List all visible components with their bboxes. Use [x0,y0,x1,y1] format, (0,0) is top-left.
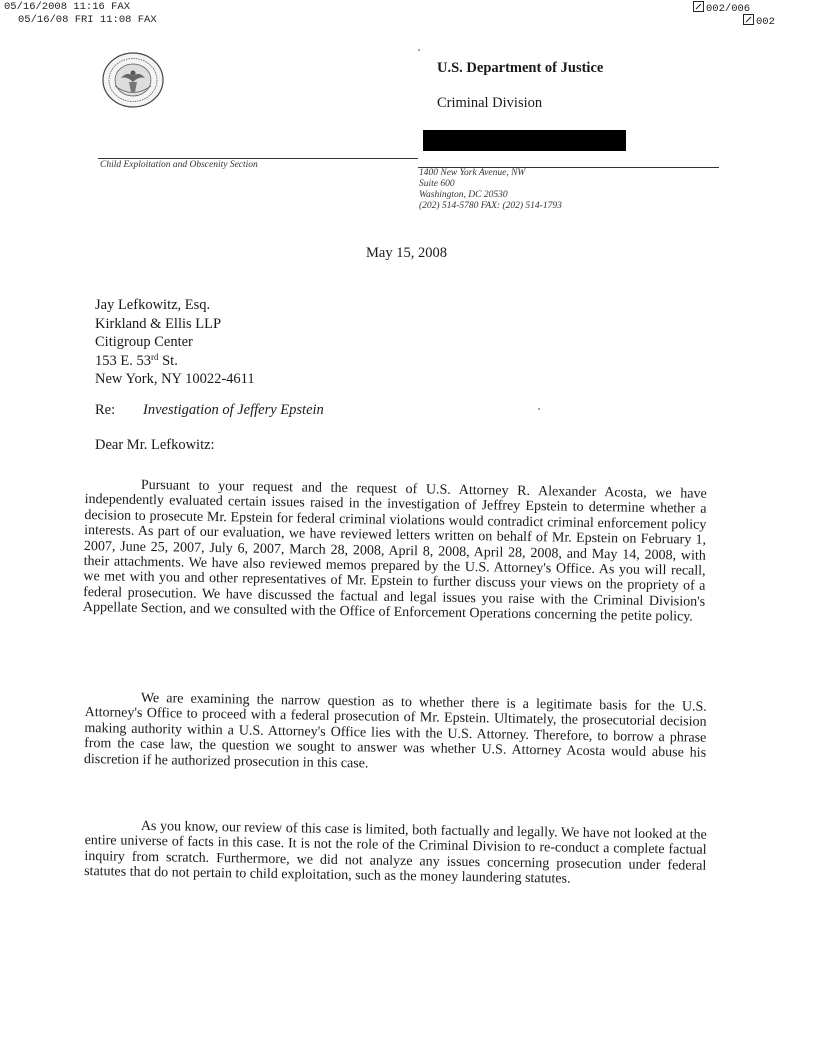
fax-header-line-1-left: 05/16/2008 11:16 FAX [4,1,131,13]
address-line: Suite 600 [419,179,455,189]
division-name: Criminal Division [437,95,543,111]
body-paragraph-3: As you know, our review of this case is limited, both factually and legally. We have not looked at the entire universe of facts in this case. It is not the role of the Criminal Division to re-conduct a complete factual inquiry from scratch. Furthermore, we did not analyze any issues concerning prosecution under federal statutes that do not pertain to child exploitation, such as the money laundering statutes. [84,818,707,887]
street-type: St. [158,352,178,369]
addressee-name: Jay Lefkowitz, Esq. [95,297,211,313]
department-name: U.S. Department of Justice [437,60,604,76]
body-paragraph-1: Pursuant to your request and the request of U.S. Attorney R. Alexander Acosta, we have independently evaluated certain issues raised in the investigation of Jeffrey Epstein to determine whether a decision to prosecute Mr. Epstein for federal criminal violations would contradict criminal enforcement policy interests. As part of our evaluation, we have reviewed letters written on behalf of Mr. Epstein on February 1, 2007, June 25, 2007, July 6, 2007, March 28, 2008, April 8, 2008, April 28, 2008, and May 14, 2008, with their attachments. We have also reviewed memos prepared by the U.S. Attorney's Office. As you will recall, we met with you and other representatives of Mr. Epstein to further discuss your views on the propriety of a federal prosecution. We have discussed the factual and legal issues you raise with the Criminal Division's Appellate Section, and we consulted with the Office of Enforcement Operations concerning the petite policy. [82,477,707,625]
fax-header-line-1-right [693,1,750,15]
addressee-street [95,352,255,371]
fax-header-line-2-right [743,14,775,28]
addressee-building: Citigroup Center [95,334,193,350]
re-label: Re: [95,402,116,418]
letterhead-rule-left [98,158,418,159]
fax-page-icon [693,1,704,12]
office-address [419,168,562,212]
address-line: Washington, DC 20530 [419,190,508,200]
fax-page-icon [743,14,754,25]
address-line: (202) 514-5780 FAX: (202) 514-1793 [419,201,562,211]
scan-speck [538,408,540,410]
fax-page-counter: 002/006 [706,3,751,15]
address-line: 1400 New York Avenue, NW [419,168,526,178]
addressee-block [95,296,255,389]
street-number: 153 E. 53 [95,352,151,369]
re-subject: Investigation of Jeffery Epstein [143,402,324,418]
letter-date-row [0,245,813,262]
addressee-city: New York, NY 10022-4611 [95,371,255,387]
redaction-block [423,130,626,151]
body-paragraph-2: We are examining the narrow question as to whether there is a legitimate basis for the U.S. Attorney's Office to proceed with a federal prosecution of Mr. Epstein. Ultimately, the prosecutorial decision making authority within a U.S. Attorney's Office lies with the U.S. Attorney. Therefore, to borrow a phrase from the case law, the question we sought to answer was whether U.S. Attorney Acosta would abuse his discretion if he authorized prosecution in this case. [83,690,707,772]
street-ordinal-suffix: rd [150,351,159,362]
scan-speck [418,49,420,51]
doj-seal-icon [101,51,165,109]
salutation: Dear Mr. Lefkowitz: [95,437,215,453]
re-line [95,402,324,419]
addressee-firm: Kirkland & Ellis LLP [95,315,222,332]
fax-page-number: 002 [756,16,775,28]
fax-header-line-2-left: 05/16/08 FRI 11:08 FAX [18,14,157,26]
letter-date: May 15, 2008 [366,245,447,261]
section-name: Child Exploitation and Obscenity Section [100,160,258,170]
